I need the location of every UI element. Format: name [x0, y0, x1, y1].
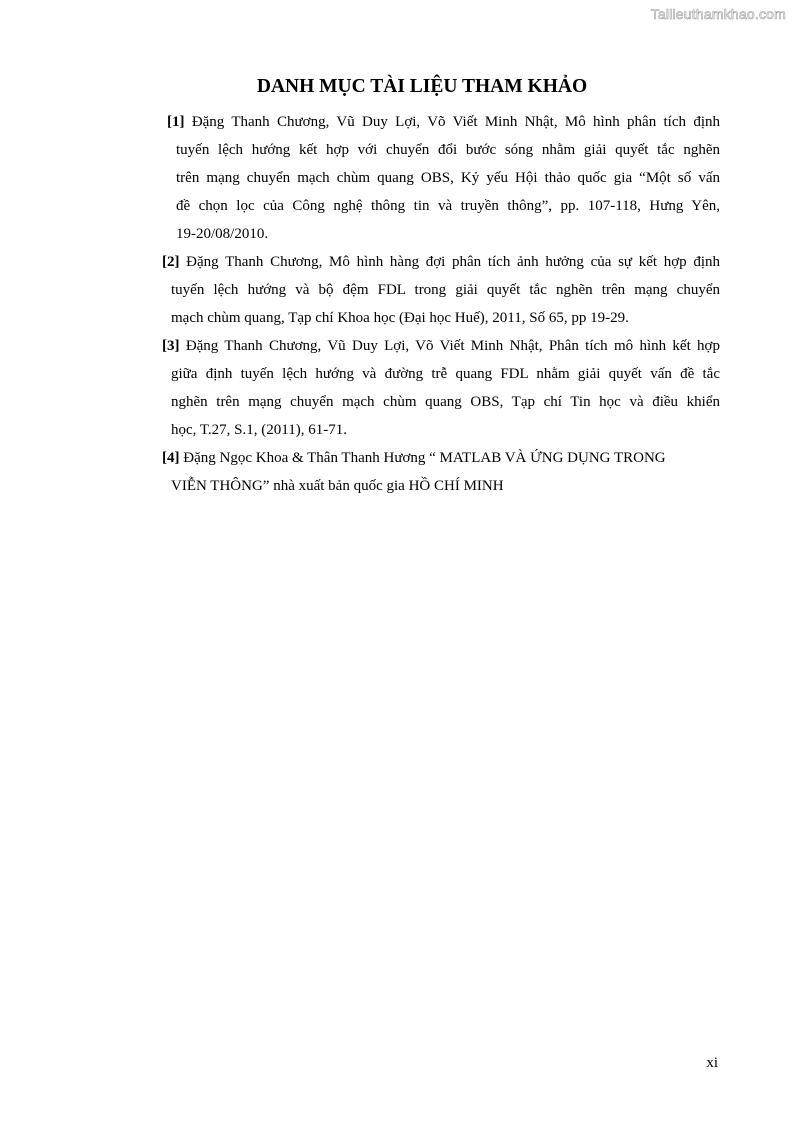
reference-line: đề chọn lọc của Công nghệ thông tin và truyền thông”, pp. 107-118, Hưng Yên, — [176, 198, 720, 214]
reference-line: Đặng Ngọc Khoa & Thân Thanh Hương “ MATLAB VÀ ỨNG DỤNG TRONG — [179, 450, 666, 466]
reference-item-4 — [162, 444, 720, 500]
reference-line: trên mạng chuyển mạch chùm quang OBS, Kỷ yếu Hội thảo quốc gia “Một số vấn — [176, 170, 720, 186]
reference-line: giữa định tuyến lệch hướng và đường trễ quang FDL nhằm giải quyết vấn đề tắc — [171, 366, 720, 382]
reference-line: tuyến lệch hướng kết hợp với chuyển đổi bước sóng nhằm giải quyết tắc nghẽn — [176, 142, 720, 158]
reference-item-3 — [162, 332, 720, 444]
page-number: xi — [706, 1055, 718, 1071]
reference-number: [3] — [162, 338, 180, 354]
page-title: DANH MỤC TÀI LIỆU THAM KHẢO — [256, 76, 588, 97]
reference-line: tuyến lệch hướng và bộ đệm FDL trong giải quyết tắc nghẽn trên mạng chuyển — [171, 282, 720, 298]
reference-line: Đặng Thanh Chương, Vũ Duy Lợi, Võ Viết Minh Nhật, Mô hình phân tích định — [184, 114, 720, 130]
reference-number: [4] — [162, 450, 180, 466]
reference-list — [162, 108, 720, 500]
reference-line: 19-20/08/2010. — [176, 226, 269, 242]
reference-line: Đặng Thanh Chương, Mô hình hàng đợi phân tích ảnh hưởng của sự kết hợp định — [179, 254, 720, 270]
reference-line: Đặng Thanh Chương, Vũ Duy Lợi, Võ Viết Minh Nhật, Phân tích mô hình kết hợp — [179, 338, 720, 354]
reference-item-1 — [162, 108, 720, 248]
reference-number: [1] — [167, 114, 185, 130]
watermark-text: Tailieuthamkhao.com — [650, 6, 786, 22]
reference-line: học, T.27, S.1, (2011), 61-71. — [171, 422, 347, 438]
reference-line: VIỄN THÔNG” nhà xuất bản quốc gia HỒ CHÍ MINH — [171, 478, 504, 494]
reference-number: [2] — [162, 254, 180, 270]
reference-line: nghẽn trên mạng chuyển mạch chùm quang OBS, Tạp chí Tin học và điều khiển — [171, 394, 720, 410]
reference-line: mạch chùm quang, Tạp chí Khoa học (Đại học Huế), 2011, Số 65, pp 19-29. — [171, 310, 629, 326]
reference-item-2 — [162, 248, 720, 332]
